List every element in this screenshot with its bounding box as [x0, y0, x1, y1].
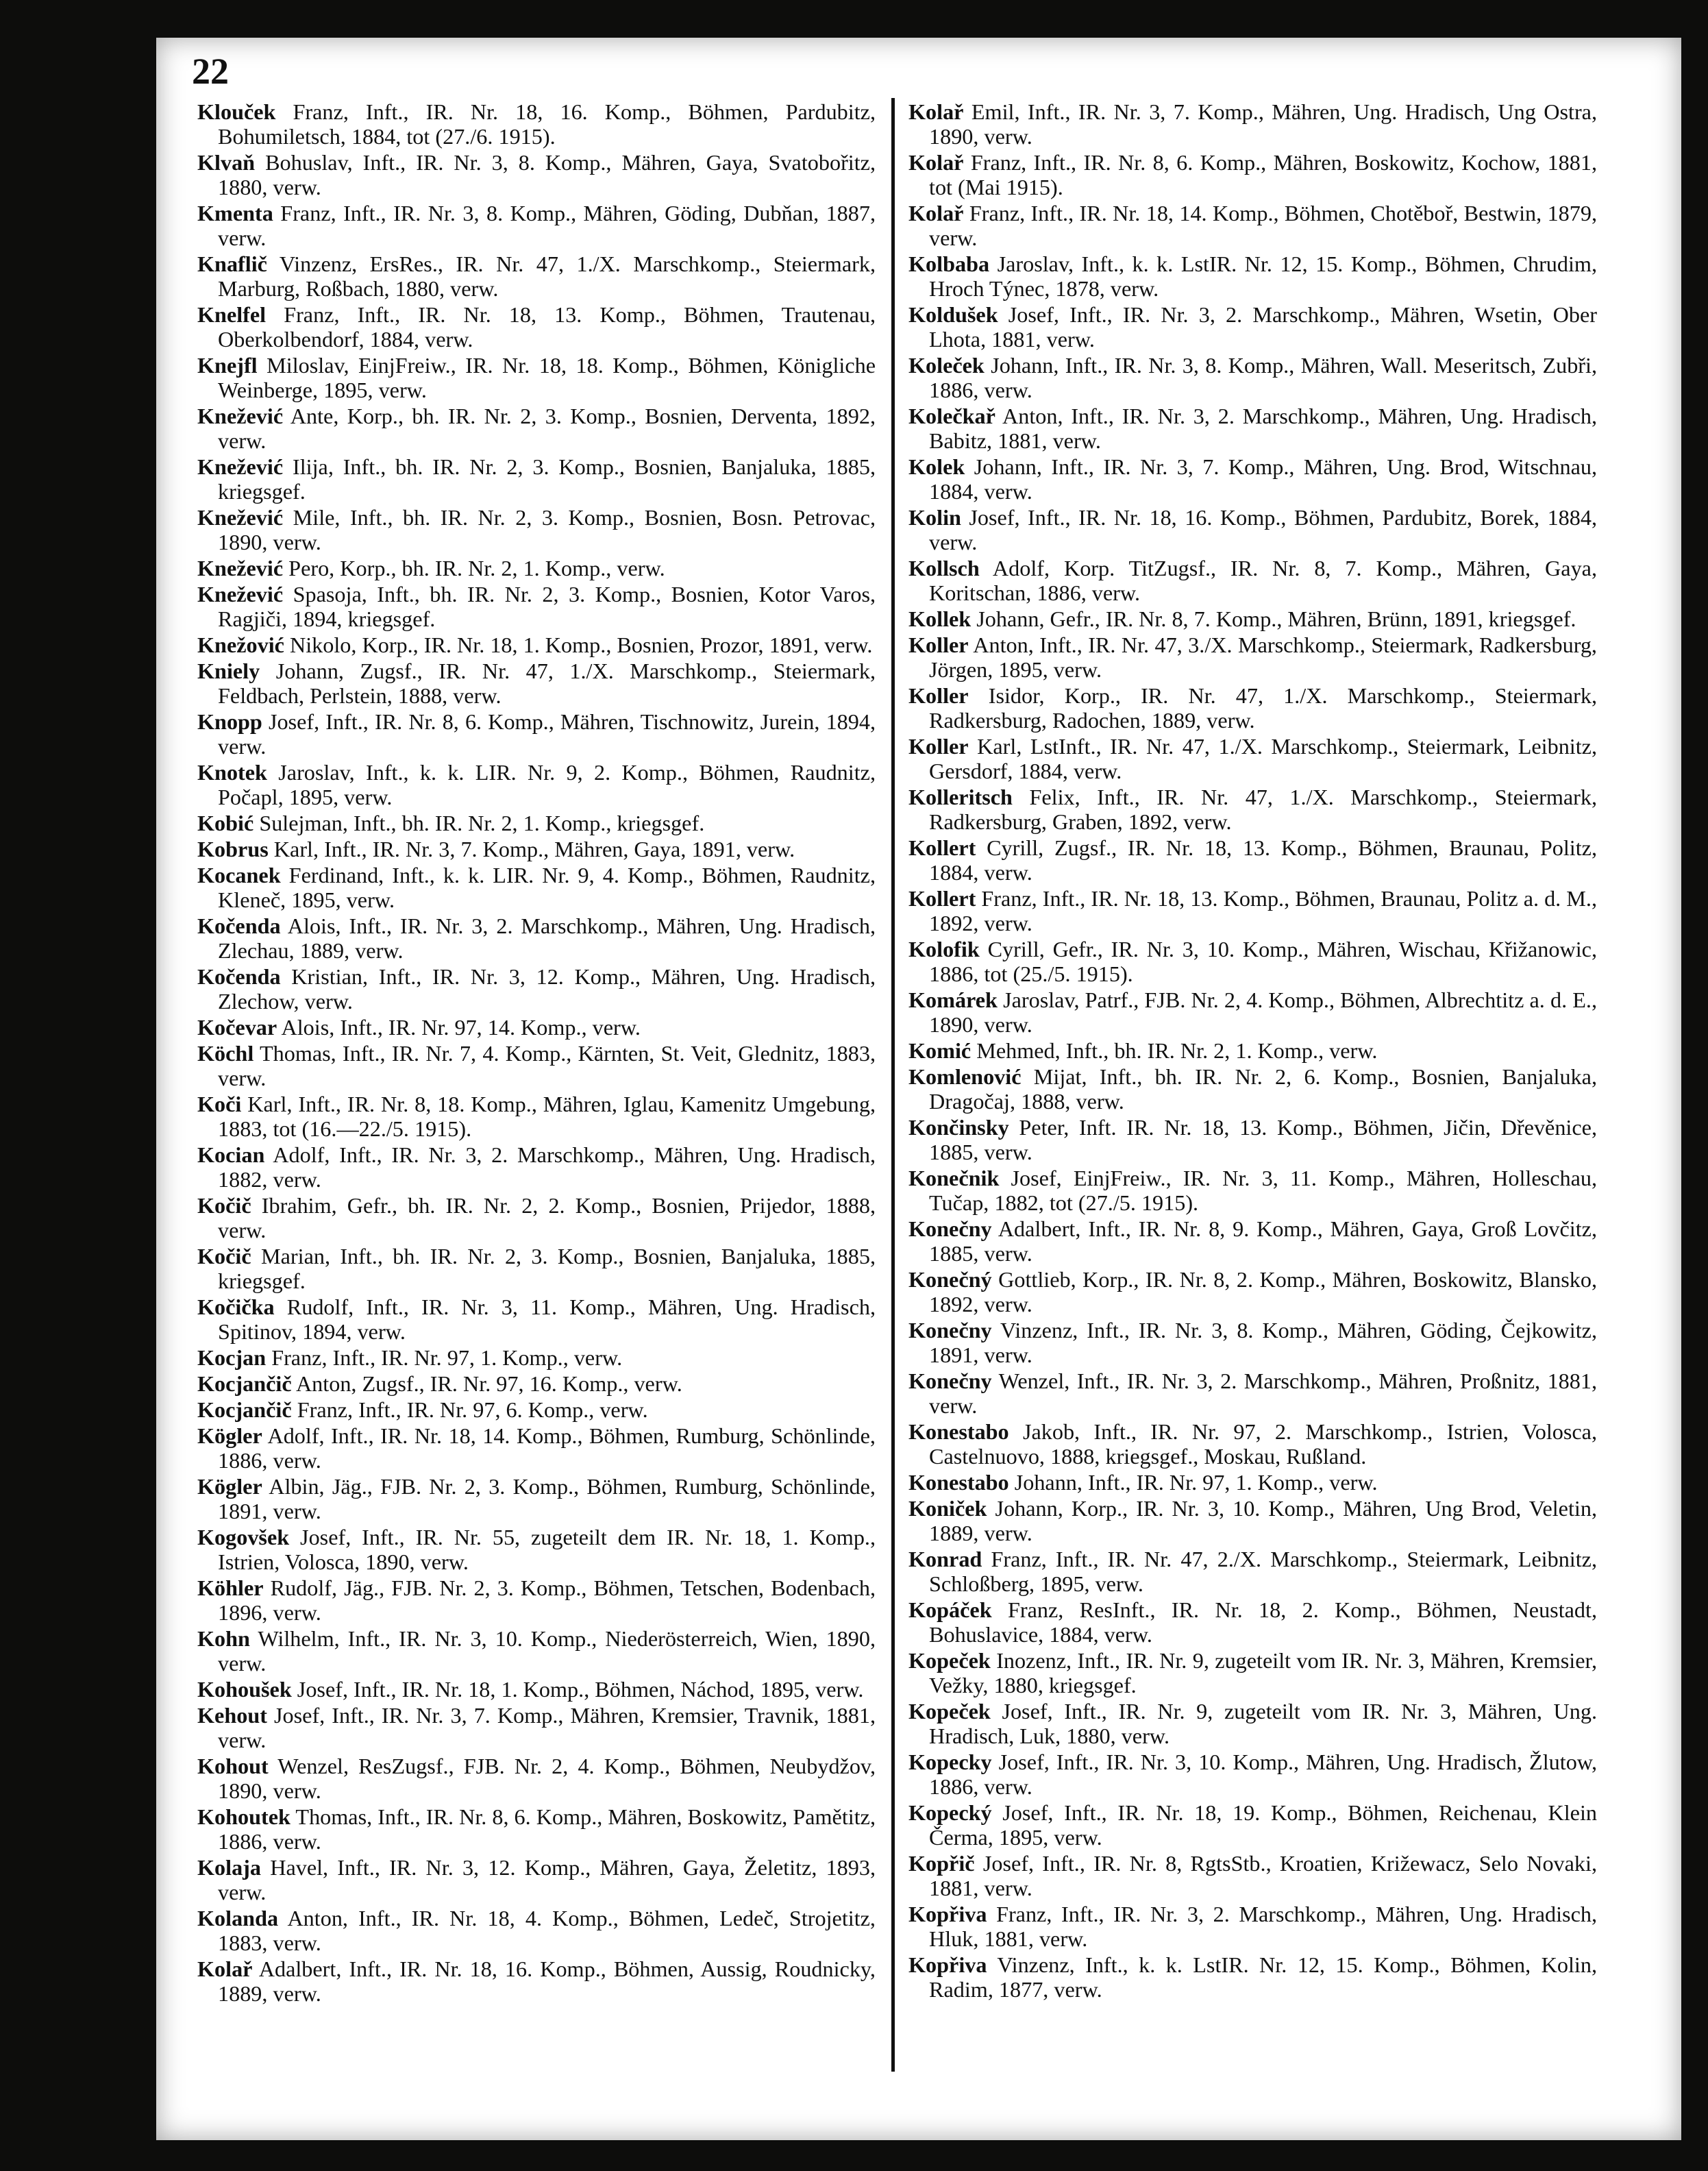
entry-surname: Kollek: [908, 606, 971, 631]
entry-details: Ilija, Inft., bh. IR. Nr. 2, 3. Komp., Bosnien, Banjaluka, 1885, kriegsgef.: [218, 454, 876, 504]
entry-surname: Kočič: [197, 1193, 251, 1218]
entry-details: Thomas, Inft., IR. Nr. 7, 4. Komp., Kärnten, St. Veit, Glednitz, 1883, verw.: [218, 1041, 876, 1090]
register-entry: [197, 1754, 876, 1803]
entry-surname: Kopřič: [908, 1851, 975, 1876]
entry-details: Kristian, Inft., IR. Nr. 3, 12. Komp., Mähren, Ung. Hradisch, Zlechow, verw.: [218, 964, 876, 1014]
entry-details: Adalbert, Inft., IR. Nr. 8, 9. Komp., Mähren, Gaya, Groß Lovčitz, 1885, verw.: [929, 1216, 1597, 1266]
entry-surname: Kolofik: [908, 937, 980, 961]
entry-details: Felix, Inft., IR. Nr. 47, 1./X. Marschkomp., Steiermark, Radkersburg, Graben, 1892, verw.: [929, 785, 1598, 834]
entry-details: Jaroslav, Inft., k. k. LIR. Nr. 9, 2. Komp., Böhmen, Raudnitz, Počapl, 1895, verw.: [218, 760, 876, 809]
register-entry: [908, 201, 1597, 250]
register-entry: [197, 1804, 876, 1854]
entry-details: Franz, Inft., IR. Nr. 18, 14. Komp., Böhmen, Chotěboř, Bestwin, 1879, verw.: [929, 201, 1597, 250]
register-entry: [908, 1470, 1597, 1495]
entry-surname: Konečný: [908, 1267, 992, 1292]
register-entry: [197, 1855, 876, 1904]
entry-surname: Kollert: [908, 835, 976, 860]
entry-surname: Knotek: [197, 760, 267, 785]
register-entry: [908, 734, 1597, 783]
register-entry: [197, 913, 876, 963]
entry-surname: Kolbaba: [908, 252, 990, 276]
entry-surname: Knaflič: [197, 252, 267, 276]
entry-surname: Konečny: [908, 1318, 992, 1342]
entry-surname: Klouček: [197, 99, 276, 124]
register-entry: [908, 1115, 1597, 1164]
entry-surname: Kniely: [197, 659, 260, 683]
entry-details: Mehmed, Inft., bh. IR. Nr. 2, 1. Komp., verw.: [976, 1038, 1378, 1063]
entry-surname: Kobić: [197, 811, 254, 835]
register-entry: [197, 1575, 876, 1625]
entry-surname: Kollert: [908, 886, 976, 911]
register-entry: [908, 1597, 1597, 1647]
entry-details: Josef, Inft., IR. Nr. 8, 6. Komp., Mähren, Tischnowitz, Jurein, 1894, verw.: [218, 709, 876, 759]
register-entry: [197, 1015, 876, 1040]
entry-details: Gottlieb, Korp., IR. Nr. 8, 2. Komp., Mähren, Boskowitz, Blansko, 1892, verw.: [929, 1267, 1598, 1316]
register-entry: [197, 505, 876, 554]
entry-surname: Kohn: [197, 1626, 250, 1651]
entry-details: Johann, Inft., IR. Nr. 3, 8. Komp., Mähren, Wall. Meseritsch, Zubři, 1886, verw.: [929, 353, 1598, 402]
entry-details: Karl, LstInft., IR. Nr. 47, 1./X. Marschkomp., Steiermark, Leibnitz, Gersdorf, 1884, verw.: [929, 734, 1598, 783]
entry-surname: Kopecký: [908, 1800, 992, 1825]
register-entry: [197, 252, 876, 301]
entry-details: Rudolf, Jäg., FJB. Nr. 2, 3. Komp., Böhmen, Tetschen, Bodenbach, 1896, verw.: [218, 1575, 876, 1625]
entry-surname: Kopáček: [908, 1597, 992, 1622]
entry-surname: Kočenda: [197, 964, 281, 989]
register-entry: [908, 1369, 1597, 1418]
register-entry: [908, 683, 1597, 733]
register-entry: [197, 709, 876, 759]
entry-details: Ibrahim, Gefr., bh. IR. Nr. 2, 2. Komp., Bosnien, Prijedor, 1888, verw.: [218, 1193, 876, 1242]
entry-surname: Kolař: [908, 201, 964, 225]
entry-details: Josef, Inft., IR. Nr. 18, 1. Komp., Böhmen, Náchod, 1895, verw.: [297, 1677, 864, 1702]
entry-surname: Knežević: [197, 556, 284, 580]
entry-surname: Konestabo: [908, 1470, 1009, 1495]
register-entry: [197, 1906, 876, 1955]
register-entry: [197, 1703, 876, 1752]
entry-details: Jakob, Inft., IR. Nr. 97, 2. Marschkomp., Istrien, Volosca, Castelnuovo, 1888, kriegsgef., Moskau, Rußland.: [929, 1419, 1597, 1469]
entry-details: Alois, Inft., IR. Nr. 3, 2. Marschkomp., Mähren, Ung. Hradisch, Zlechau, 1889, verw.: [218, 913, 876, 963]
entry-surname: Knopp: [197, 709, 262, 734]
entry-details: Johann, Zugsf., IR. Nr. 47, 1./X. Marschkomp., Steiermark, Feldbach, Perlstein, 1888, verw.: [218, 659, 876, 708]
entry-surname: Knejfl: [197, 353, 258, 378]
register-entry: [197, 1371, 876, 1396]
entry-details: Josef, Inft., IR. Nr. 9, zugeteilt vom IR. Nr. 3, Mähren, Ung. Hradisch, Luk, 1880, verw.: [929, 1699, 1598, 1748]
entry-surname: Klvaň: [197, 150, 256, 175]
entry-surname: Koldušek: [908, 302, 998, 327]
entry-surname: Kolaja: [197, 1855, 261, 1880]
entry-surname: Kočenda: [197, 913, 281, 938]
entry-surname: Kolař: [197, 1957, 253, 1981]
entry-details: Josef, Inft., IR. Nr. 3, 2. Marschkomp., Mähren, Wsetin, Ober Lhota, 1881, verw.: [929, 302, 1597, 352]
register-entry: [197, 659, 876, 708]
entry-surname: Koller: [908, 683, 969, 708]
register-entry: [908, 252, 1597, 301]
entry-surname: Kogovšek: [197, 1525, 290, 1549]
register-entry: [908, 1419, 1597, 1469]
register-entry: [908, 1648, 1597, 1697]
entry-details: Johann, Korp., IR. Nr. 3, 10. Komp., Mähren, Ung Brod, Veletin, 1889, verw.: [929, 1496, 1597, 1545]
register-entry: [197, 1092, 876, 1141]
entry-surname: Kocian: [197, 1142, 265, 1167]
entry-surname: Knežević: [197, 454, 284, 479]
entry-details: Adolf, Korp. TitZugsf., IR. Nr. 8, 7. Komp., Mähren, Gaya, Koritschan, 1886, verw.: [929, 556, 1597, 605]
register-entry: [197, 201, 876, 250]
entry-surname: Kolleritsch: [908, 785, 1013, 809]
entry-details: Mile, Inft., bh. IR. Nr. 2, 3. Komp., Bosnien, Bosn. Petrovac, 1890, verw.: [218, 505, 876, 554]
entry-details: Cyrill, Gefr., IR. Nr. 3, 10. Komp., Mähren, Wischau, Křižanowic, 1886, tot (25./5. 1915).: [929, 937, 1598, 986]
entry-details: Josef, Inft., IR. Nr. 8, RgtsStb., Kroatien, Križewacz, Selo Novaki, 1881, verw.: [929, 1851, 1598, 1900]
register-entry: [197, 811, 876, 835]
entry-details: Josef, Inft., IR. Nr. 55, zugeteilt dem IR. Nr. 18, 1. Komp., Istrien, Volosca, 1890, verw.: [218, 1525, 876, 1574]
entry-surname: Koller: [908, 734, 969, 759]
register-entry: [197, 633, 876, 657]
register-entry: [197, 1957, 876, 2006]
entry-details: Josef, Inft., IR. Nr. 3, 7. Komp., Mähren, Kremsier, Travnik, 1881, verw.: [218, 1703, 876, 1752]
entry-details: Peter, Inft. IR. Nr. 18, 13. Komp., Böhmen, Jičin, Dřevěnice, 1885, verw.: [929, 1115, 1597, 1164]
entry-surname: Knežević: [197, 505, 284, 530]
entry-details: Wenzel, Inft., IR. Nr. 3, 2. Marschkomp., Mähren, Proßnitz, 1881, verw.: [929, 1369, 1597, 1418]
entry-details: Vinzenz, Inft., k. k. LstIR. Nr. 12, 15. Komp., Böhmen, Kolin, Radim, 1877, verw.: [929, 1952, 1597, 2002]
entry-details: Karl, Inft., IR. Nr. 3, 7. Komp., Mähren, Gaya, 1891, verw.: [273, 837, 795, 861]
entry-surname: Koller: [908, 633, 969, 657]
entry-surname: Konestabo: [908, 1419, 1009, 1444]
register-entry: [197, 353, 876, 402]
entry-details: Josef, Inft., IR. Nr. 18, 16. Komp., Böhmen, Pardubitz, Borek, 1884, verw.: [929, 505, 1597, 554]
entry-surname: Kocjan: [197, 1345, 267, 1370]
document-page: [156, 38, 1681, 2140]
entry-surname: Kehout: [197, 1703, 267, 1728]
entry-details: Sulejman, Inft., bh. IR. Nr. 2, 1. Komp., kriegsgef.: [259, 811, 705, 835]
register-entry: [197, 760, 876, 809]
left-column: [197, 99, 876, 2007]
entry-surname: Kočička: [197, 1295, 275, 1319]
entry-details: Vinzenz, Inft., IR. Nr. 3, 8. Komp., Mähren, Göding, Čejkowitz, 1891, verw.: [929, 1318, 1597, 1367]
register-entry: [908, 1318, 1597, 1367]
register-entry: [908, 302, 1597, 352]
entry-surname: Konečnik: [908, 1166, 1000, 1190]
register-entry: [197, 863, 876, 912]
entry-surname: Köchl: [197, 1041, 254, 1066]
entry-details: Franz, Inft., IR. Nr. 47, 2./X. Marschkomp., Steiermark, Leibnitz, Schloßberg, 1895, verw.: [929, 1547, 1598, 1596]
register-entry: [197, 582, 876, 631]
page-number: 22: [192, 51, 229, 92]
register-entry: [908, 556, 1597, 605]
entry-surname: Kögler: [197, 1423, 262, 1448]
entry-surname: Kolek: [908, 454, 965, 479]
entry-details: Havel, Inft., IR. Nr. 3, 12. Komp., Mähren, Gaya, Želetitz, 1893, verw.: [218, 1855, 876, 1904]
entry-details: Anton, Inft., IR. Nr. 47, 3./X. Marschkomp., Steiermark, Radkersburg, Jörgen, 1895, verw.: [929, 633, 1597, 682]
entry-surname: Kolař: [908, 99, 964, 124]
register-entry: [908, 1216, 1597, 1266]
entry-details: Franz, ResInft., IR. Nr. 18, 2. Komp., Böhmen, Neustadt, Bohuslavice, 1884, verw.: [929, 1597, 1598, 1647]
entry-details: Anton, Inft., IR. Nr. 3, 2. Marschkomp., Mähren, Ung. Hradisch, Babitz, 1881, verw.: [929, 404, 1597, 453]
register-entry: [197, 1041, 876, 1090]
register-entry: [197, 1397, 876, 1422]
entry-surname: Kopecky: [908, 1750, 992, 1774]
register-entry: [908, 1166, 1597, 1215]
entry-surname: Knežević: [197, 582, 284, 606]
entry-surname: Kolečkař: [908, 404, 995, 428]
entry-details: Miloslav, EinjFreiw., IR. Nr. 18, 18. Komp., Böhmen, Königliche Weinberge, 1895, verw.: [218, 353, 876, 402]
entry-details: Ferdinand, Inft., k. k. LIR. Nr. 9, 4. Komp., Böhmen, Raudnitz, Kleneč, 1895, verw.: [218, 863, 876, 912]
entry-details: Ante, Korp., bh. IR. Nr. 2, 3. Komp., Bosnien, Derventa, 1892, verw.: [218, 404, 876, 453]
entry-surname: Kobrus: [197, 837, 269, 861]
entry-details: Spasoja, Inft., bh. IR. Nr. 2, 3. Komp., Bosnien, Kotor Varos, Ragjiči, 1894, kriegsgef.: [218, 582, 876, 631]
entry-surname: Kolin: [908, 505, 961, 530]
entry-surname: Kögler: [197, 1474, 262, 1499]
entry-details: Adolf, Inft., IR. Nr. 18, 14. Komp., Böhmen, Rumburg, Schönlinde, 1886, verw.: [218, 1423, 876, 1473]
entry-details: Franz, Inft., IR. Nr. 3, 8. Komp., Mähren, Göding, Dubňan, 1887, verw.: [218, 201, 876, 250]
entry-surname: Kohoušek: [197, 1677, 292, 1702]
entry-details: Franz, Inft., IR. Nr. 18, 13. Komp., Böhmen, Trautenau, Oberkolbendorf, 1884, verw.: [218, 302, 876, 352]
column-divider: [891, 98, 895, 2072]
entry-details: Anton, Zugsf., IR. Nr. 97, 16. Komp., verw.: [295, 1371, 682, 1396]
entry-surname: Koleček: [908, 353, 985, 378]
register-entry: [197, 302, 876, 352]
entry-surname: Konečny: [908, 1369, 992, 1393]
entry-details: Johann, Inft., IR. Nr. 97, 1. Komp., verw.: [1014, 1470, 1378, 1495]
entry-details: Franz, Inft., IR. Nr. 18, 16. Komp., Böhmen, Pardubitz, Bohumiletsch, 1884, tot (27./6. 1915).: [218, 99, 876, 149]
entry-details: Albin, Jäg., FJB. Nr. 2, 3. Komp., Böhmen, Rumburg, Schönlinde, 1891, verw.: [218, 1474, 876, 1523]
register-entry: [908, 505, 1597, 554]
register-entry: [197, 1423, 876, 1473]
entry-surname: Köhler: [197, 1575, 264, 1600]
entry-surname: Komlenović: [908, 1064, 1022, 1089]
register-entry: [197, 1295, 876, 1344]
entry-details: Rudolf, Inft., IR. Nr. 3, 11. Komp., Mähren, Ung. Hradisch, Spitinov, 1894, verw.: [218, 1295, 876, 1344]
entry-details: Josef, EinjFreiw., IR. Nr. 3, 11. Komp., Mähren, Holleschau, Tučap, 1882, tot (27./5. 1915).: [929, 1166, 1597, 1215]
register-entry: [908, 1267, 1597, 1316]
entry-details: Isidor, Korp., IR. Nr. 47, 1./X. Marschkomp., Steiermark, Radkersburg, Radochen, 1889, verw.: [929, 683, 1597, 733]
entry-details: Jaroslav, Inft., k. k. LstIR. Nr. 12, 15. Komp., Böhmen, Chrudim, Hroch Týnec, 1878, verw.: [929, 252, 1598, 301]
register-entry: [197, 404, 876, 453]
entry-surname: Koči: [197, 1092, 242, 1116]
entry-surname: Knelfel: [197, 302, 267, 327]
entry-surname: Knežević: [197, 404, 284, 428]
register-entry: [908, 1750, 1597, 1799]
register-entry: [197, 1193, 876, 1242]
entry-surname: Kocjančič: [197, 1397, 292, 1422]
entry-surname: Končinsky: [908, 1115, 1009, 1140]
register-entry: [908, 937, 1597, 986]
entry-surname: Kopeček: [908, 1648, 991, 1673]
register-entry: [908, 1902, 1597, 1951]
register-entry: [908, 454, 1597, 504]
register-entry: [908, 1699, 1597, 1748]
entry-details: Josef, Inft., IR. Nr. 18, 19. Komp., Böhmen, Reichenau, Klein Čerma, 1895, verw.: [929, 1800, 1598, 1850]
register-entry: [197, 99, 876, 149]
register-entry: [197, 454, 876, 504]
entry-surname: Kohoutek: [197, 1804, 290, 1829]
entry-details: Johann, Inft., IR. Nr. 3, 7. Komp., Mähren, Ung. Brod, Witschnau, 1884, verw.: [929, 454, 1598, 504]
register-entry: [197, 1244, 876, 1293]
register-entry: [908, 353, 1597, 402]
entry-surname: Kopřiva: [908, 1952, 987, 1977]
entry-details: Nikolo, Korp., IR. Nr. 18, 1. Komp., Bosnien, Prozor, 1891, verw.: [289, 633, 873, 657]
register-entry: [908, 633, 1597, 682]
entry-surname: Kocanek: [197, 863, 281, 887]
entry-surname: Kočič: [197, 1244, 251, 1268]
register-entry: [908, 1547, 1597, 1596]
entry-surname: Kmenta: [197, 201, 273, 225]
entry-surname: Konrad: [908, 1547, 982, 1571]
entry-details: Inozenz, Inft., IR. Nr. 9, zugeteilt vom IR. Nr. 3, Mähren, Kremsier, Vežky, 1880, kriegsgef.: [929, 1648, 1597, 1697]
register-entry: [908, 99, 1597, 149]
entry-details: Johann, Gefr., IR. Nr. 8, 7. Komp., Mähren, Brünn, 1891, kriegsgef.: [976, 606, 1576, 631]
entry-details: Adolf, Inft., IR. Nr. 3, 2. Marschkomp., Mähren, Ung. Hradisch, 1882, verw.: [218, 1142, 876, 1192]
entry-surname: Kolanda: [197, 1906, 279, 1930]
register-entry: [197, 150, 876, 199]
register-entry: [197, 1626, 876, 1676]
entry-surname: Kolař: [908, 150, 964, 175]
entry-details: Marian, Inft., bh. IR. Nr. 2, 3. Komp., Bosnien, Banjaluka, 1885, kriegsgef.: [218, 1244, 876, 1293]
entry-details: Vinzenz, ErsRes., IR. Nr. 47, 1./X. Marschkomp., Steiermark, Marburg, Roßbach, 1880, verw.: [218, 252, 876, 301]
entry-details: Wenzel, ResZugsf., FJB. Nr. 2, 4. Komp., Böhmen, Neubydžov, 1890, verw.: [218, 1754, 876, 1803]
entry-details: Franz, Inft., IR. Nr. 97, 1. Komp., verw.: [271, 1345, 623, 1370]
register-entry: [908, 785, 1597, 834]
entry-surname: Konečny: [908, 1216, 992, 1241]
entry-surname: Kočevar: [197, 1015, 277, 1040]
register-entry: [908, 1496, 1597, 1545]
entry-details: Jaroslav, Patrf., FJB. Nr. 2, 4. Komp., Böhmen, Albrechtitz a. d. E., 1890, verw.: [929, 988, 1598, 1037]
entry-details: Karl, Inft., IR. Nr. 8, 18. Komp., Mähren, Iglau, Kamenitz Umgebung, 1883, tot (16.—22./5. 1915).: [218, 1092, 876, 1141]
entry-surname: Kohout: [197, 1754, 269, 1778]
entry-surname: Knežović: [197, 633, 284, 657]
entry-details: Thomas, Inft., IR. Nr. 8, 6. Komp., Mähren, Boskowitz, Pamětitz, 1886, verw.: [218, 1804, 876, 1854]
register-entry: [908, 1800, 1597, 1850]
entry-surname: Koniček: [908, 1496, 987, 1521]
register-entry: [197, 964, 876, 1014]
entry-surname: Kocjančič: [197, 1371, 292, 1396]
register-entry: [908, 404, 1597, 453]
entry-details: Adalbert, Inft., IR. Nr. 18, 16. Komp., Böhmen, Aussig, Roudnicky, 1889, verw.: [218, 1957, 876, 2006]
right-column: [908, 99, 1597, 2003]
register-entry: [197, 1142, 876, 1192]
entry-details: Franz, Inft., IR. Nr. 18, 13. Komp., Böhmen, Braunau, Politz a. d. M., 1892, verw.: [929, 886, 1598, 935]
register-entry: [908, 1038, 1597, 1063]
register-entry: [197, 1474, 876, 1523]
entry-surname: Komárek: [908, 988, 998, 1012]
register-entry: [197, 1345, 876, 1370]
register-entry: [908, 606, 1597, 631]
register-entry: [197, 556, 876, 580]
register-entry: [908, 1851, 1597, 1900]
entry-details: Wilhelm, Inft., IR. Nr. 3, 10. Komp., Niederösterreich, Wien, 1890, verw.: [218, 1626, 876, 1676]
register-entry: [197, 1677, 876, 1702]
entry-details: Cyrill, Zugsf., IR. Nr. 18, 13. Komp., Böhmen, Braunau, Politz, 1884, verw.: [929, 835, 1597, 885]
entry-details: Franz, Inft., IR. Nr. 3, 2. Marschkomp., Mähren, Ung. Hradisch, Hluk, 1881, verw.: [929, 1902, 1597, 1951]
entry-surname: Kopřiva: [908, 1902, 987, 1926]
register-entry: [908, 150, 1597, 199]
entry-details: Alois, Inft., IR. Nr. 97, 14. Komp., verw.: [281, 1015, 641, 1040]
entry-surname: Komić: [908, 1038, 971, 1063]
register-entry: [908, 1064, 1597, 1114]
register-entry: [908, 835, 1597, 885]
register-entry: [908, 1952, 1597, 2002]
entry-details: Josef, Inft., IR. Nr. 3, 10. Komp., Mähren, Ung. Hradisch, Žlutow, 1886, verw.: [929, 1750, 1597, 1799]
register-entry: [908, 988, 1597, 1037]
entry-details: Pero, Korp., bh. IR. Nr. 2, 1. Komp., verw.: [288, 556, 665, 580]
entry-surname: Kopeček: [908, 1699, 991, 1724]
register-entry: [197, 1525, 876, 1574]
register-entry: [908, 886, 1597, 935]
entry-details: Franz, Inft., IR. Nr. 97, 6. Komp., verw.: [297, 1397, 648, 1422]
entry-surname: Kollsch: [908, 556, 980, 580]
entry-details: Emil, Inft., IR. Nr. 3, 7. Komp., Mähren, Ung. Hradisch, Ung Ostra, 1890, verw.: [929, 99, 1598, 149]
entry-details: Franz, Inft., IR. Nr. 8, 6. Komp., Mähren, Boskowitz, Kochow, 1881, tot (Mai 1915).: [929, 150, 1597, 199]
register-entry: [197, 837, 876, 861]
entry-details: Bohuslav, Inft., IR. Nr. 3, 8. Komp., Mähren, Gaya, Svatobořitz, 1880, verw.: [218, 150, 876, 199]
entry-details: Anton, Inft., IR. Nr. 18, 4. Komp., Böhmen, Ledeč, Strojetitz, 1883, verw.: [218, 1906, 876, 1955]
entry-details: Mijat, Inft., bh. IR. Nr. 2, 6. Komp., Bosnien, Banjaluka, Dragočaj, 1888, verw.: [929, 1064, 1597, 1114]
